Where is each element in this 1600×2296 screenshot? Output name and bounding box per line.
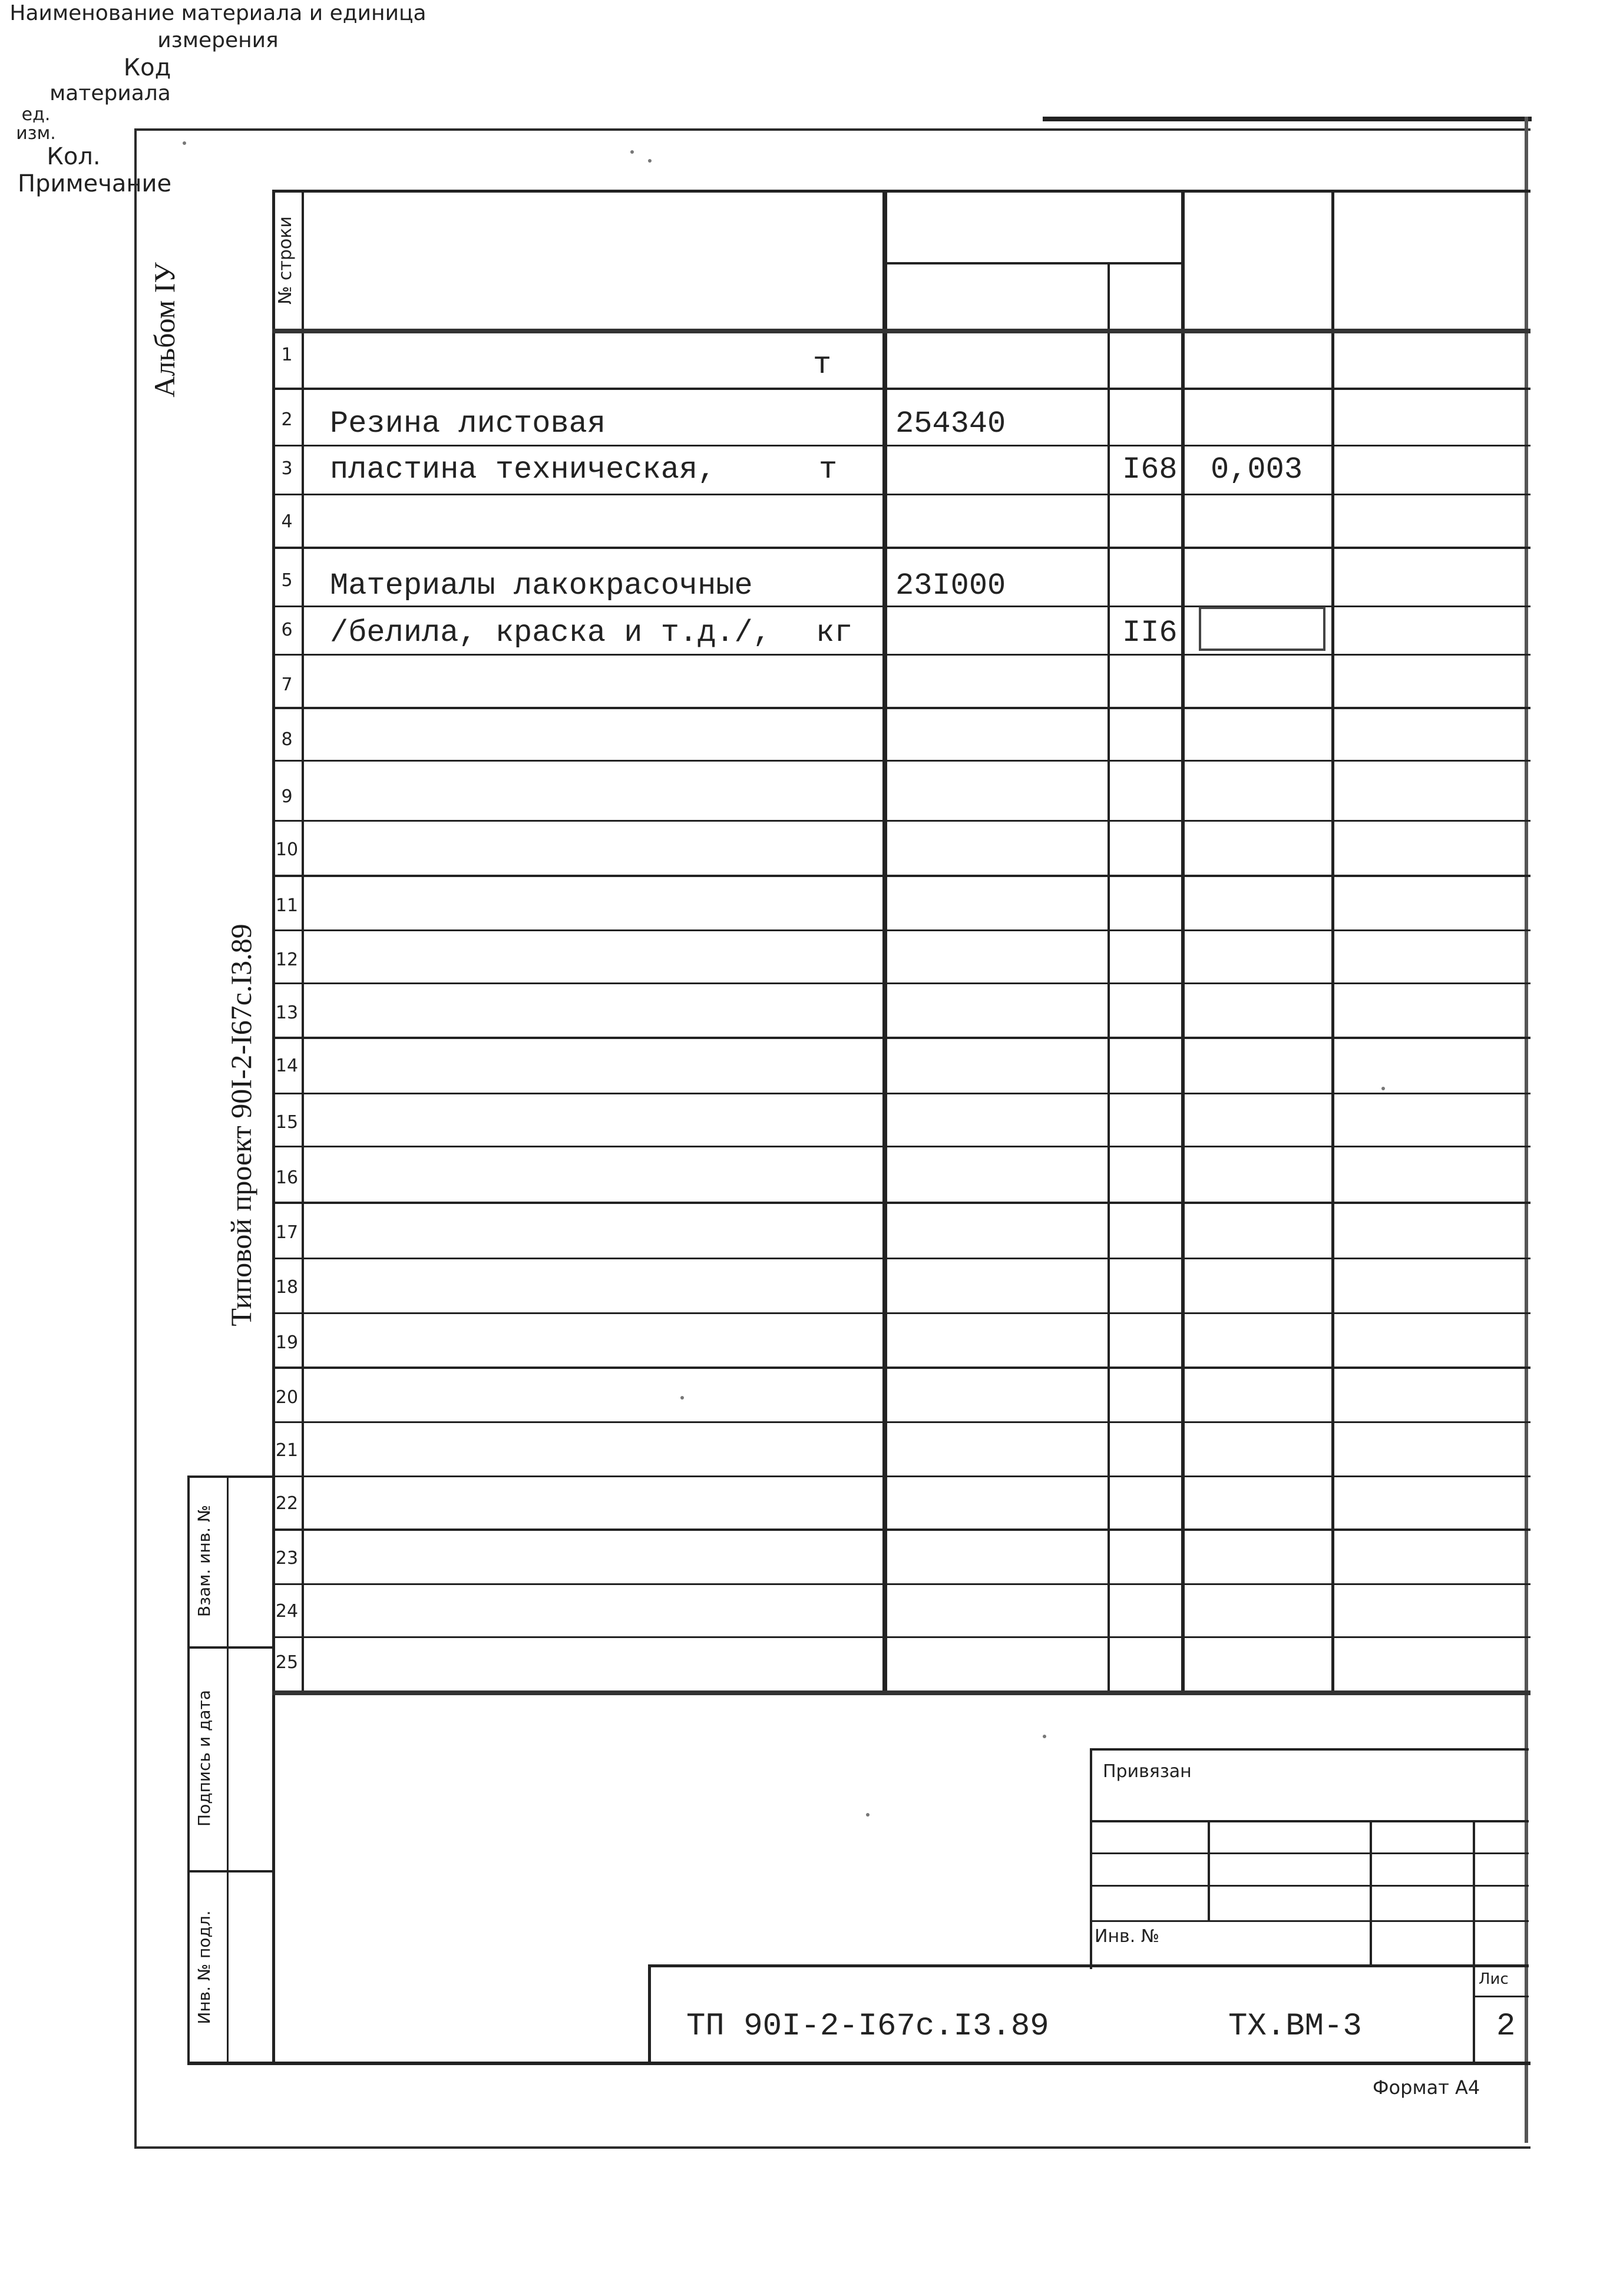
row-num-20: 20 <box>275 1387 299 1408</box>
format-label: Формат А4 <box>1373 2076 1480 2099</box>
row-separator <box>272 1421 1530 1423</box>
row-num-6: 6 <box>281 620 293 640</box>
bound-row-1 <box>1090 1820 1529 1822</box>
row-1-unit: т <box>813 348 832 382</box>
row-separator <box>272 1636 1530 1638</box>
row-num-7: 7 <box>281 674 293 695</box>
row-separator <box>272 547 1530 549</box>
scan-speck <box>680 1396 684 1400</box>
table-bottom <box>272 1690 1530 1695</box>
doc-code: ТП 90I-2-I67с.I3.89 <box>686 2009 1049 2044</box>
bound-row-3 <box>1090 1885 1529 1887</box>
side-stamp-divider <box>227 1475 229 2065</box>
row-separator <box>272 606 1530 607</box>
scan-speck <box>1381 1087 1385 1090</box>
row-separator <box>272 1093 1530 1094</box>
row-3-qty: 0,003 <box>1211 452 1303 487</box>
scan-speck <box>648 159 652 163</box>
row-num-15: 15 <box>275 1112 299 1133</box>
row-separator <box>272 760 1530 762</box>
col-line-unit <box>1108 262 1110 1695</box>
col-line-qty <box>1181 190 1185 1695</box>
stamp-divider-top <box>272 1695 275 2065</box>
side-stamp-orig: Инв. № подл. <box>194 1910 214 2024</box>
row-num-10: 10 <box>275 839 299 860</box>
bound-col-2 <box>1370 1820 1372 1967</box>
row-3-unit-code: I68 <box>1122 452 1178 487</box>
header-bottom <box>272 329 1530 333</box>
row-2-name: Резина листовая <box>330 406 606 441</box>
code-subheader-line <box>882 262 1184 264</box>
bound-col-3 <box>1473 1820 1475 1967</box>
header-name: Наименование материала и единица измерения <box>9 1 427 52</box>
project-label: Типовой проект 90I-2-I67с.I3.89 <box>224 924 257 1326</box>
scan-speck <box>183 141 186 145</box>
row-6-unit-code: II6 <box>1122 616 1178 650</box>
row-num-22: 22 <box>275 1493 299 1514</box>
scan-speck <box>630 150 634 154</box>
row-num-17: 17 <box>275 1222 299 1243</box>
row-separator <box>272 654 1530 656</box>
row-num-14: 14 <box>275 1056 299 1076</box>
col-line-code <box>882 190 887 1695</box>
row-separator <box>272 1367 1530 1369</box>
side-stamp-sign: Подпись и дата <box>194 1690 214 1827</box>
header-row-num: № строки <box>275 216 296 305</box>
album-label: Альбом IУ <box>148 262 181 398</box>
row-2-code: 254340 <box>895 406 1006 441</box>
row-separator <box>272 875 1530 877</box>
inv-no-label: Инв. № <box>1095 1926 1160 1947</box>
row-num-1: 1 <box>281 345 293 365</box>
row-num-8: 8 <box>281 729 293 750</box>
row-separator <box>272 1146 1530 1147</box>
bound-label: Привязан <box>1103 1761 1192 1782</box>
row-num-12: 12 <box>275 950 299 970</box>
sheet-code: ТХ.ВМ-3 <box>1228 2009 1362 2044</box>
row-num-11: 11 <box>275 895 299 916</box>
row-separator <box>272 1258 1530 1259</box>
header-code: Код <box>123 54 171 81</box>
row-num-3: 3 <box>281 458 293 479</box>
top-edge-heavy <box>1043 117 1532 121</box>
sheet-row <box>1473 1996 1529 1997</box>
sheet-number: 2 <box>1496 2009 1516 2044</box>
row-separator <box>272 707 1530 709</box>
scan-speck <box>1043 1735 1046 1738</box>
header-code-unit: ед. изм. <box>16 104 56 144</box>
row-3-unit: т <box>819 452 838 487</box>
row-separator <box>272 1529 1530 1531</box>
side-stamp-row1 <box>187 1646 275 1649</box>
row-separator <box>272 1583 1530 1585</box>
bound-row-2 <box>1090 1852 1529 1854</box>
row-num-16: 16 <box>275 1167 299 1188</box>
row-separator <box>272 445 1530 446</box>
bound-col-1 <box>1208 1820 1210 1920</box>
row-separator <box>272 1037 1530 1039</box>
bound-row-4 <box>1090 1920 1529 1922</box>
row-6-name: /белила, краска и т.д./, <box>330 616 771 650</box>
row-separator <box>272 982 1530 984</box>
scan-speck <box>866 1813 870 1817</box>
col-line-note <box>1331 190 1334 1695</box>
stamp-bottom <box>187 2062 1530 2065</box>
row-num-4: 4 <box>281 511 293 532</box>
header-note: Примечание <box>18 170 172 197</box>
row-num-21: 21 <box>275 1440 299 1461</box>
row-separator <box>272 388 1530 390</box>
row-num-2: 2 <box>281 409 293 430</box>
side-stamp-replace: Взам. инв. № <box>194 1504 214 1617</box>
row-num-24: 24 <box>275 1601 299 1622</box>
row-6-unit: кг <box>816 616 853 650</box>
row-num-5: 5 <box>281 570 293 591</box>
header-qty: Кол. <box>47 143 101 170</box>
header-code-material: материала <box>49 81 171 105</box>
row-separator <box>272 1475 1530 1477</box>
row-separator <box>272 494 1530 495</box>
side-stamp-row2 <box>187 1870 275 1872</box>
row-separator <box>272 1202 1530 1204</box>
row-3-name: пластина техническая, <box>330 452 716 487</box>
row-num-25: 25 <box>275 1652 299 1673</box>
row-num-23: 23 <box>275 1548 299 1569</box>
row-num-13: 13 <box>275 1003 299 1023</box>
row-5-code: 23I000 <box>895 568 1006 603</box>
sheet-col <box>1473 1964 1475 2065</box>
row-6-qty-box <box>1199 607 1325 651</box>
row-separator <box>272 1312 1530 1314</box>
row-separator <box>272 929 1530 931</box>
row-separator <box>272 820 1530 822</box>
row-5-name: Материалы лакокрасочные <box>330 568 753 603</box>
row-num-9: 9 <box>281 786 293 807</box>
sheet-label: Лис <box>1479 1970 1509 1988</box>
col-line-name <box>302 190 304 1695</box>
row-num-19: 19 <box>275 1332 299 1353</box>
row-num-18: 18 <box>275 1277 299 1298</box>
